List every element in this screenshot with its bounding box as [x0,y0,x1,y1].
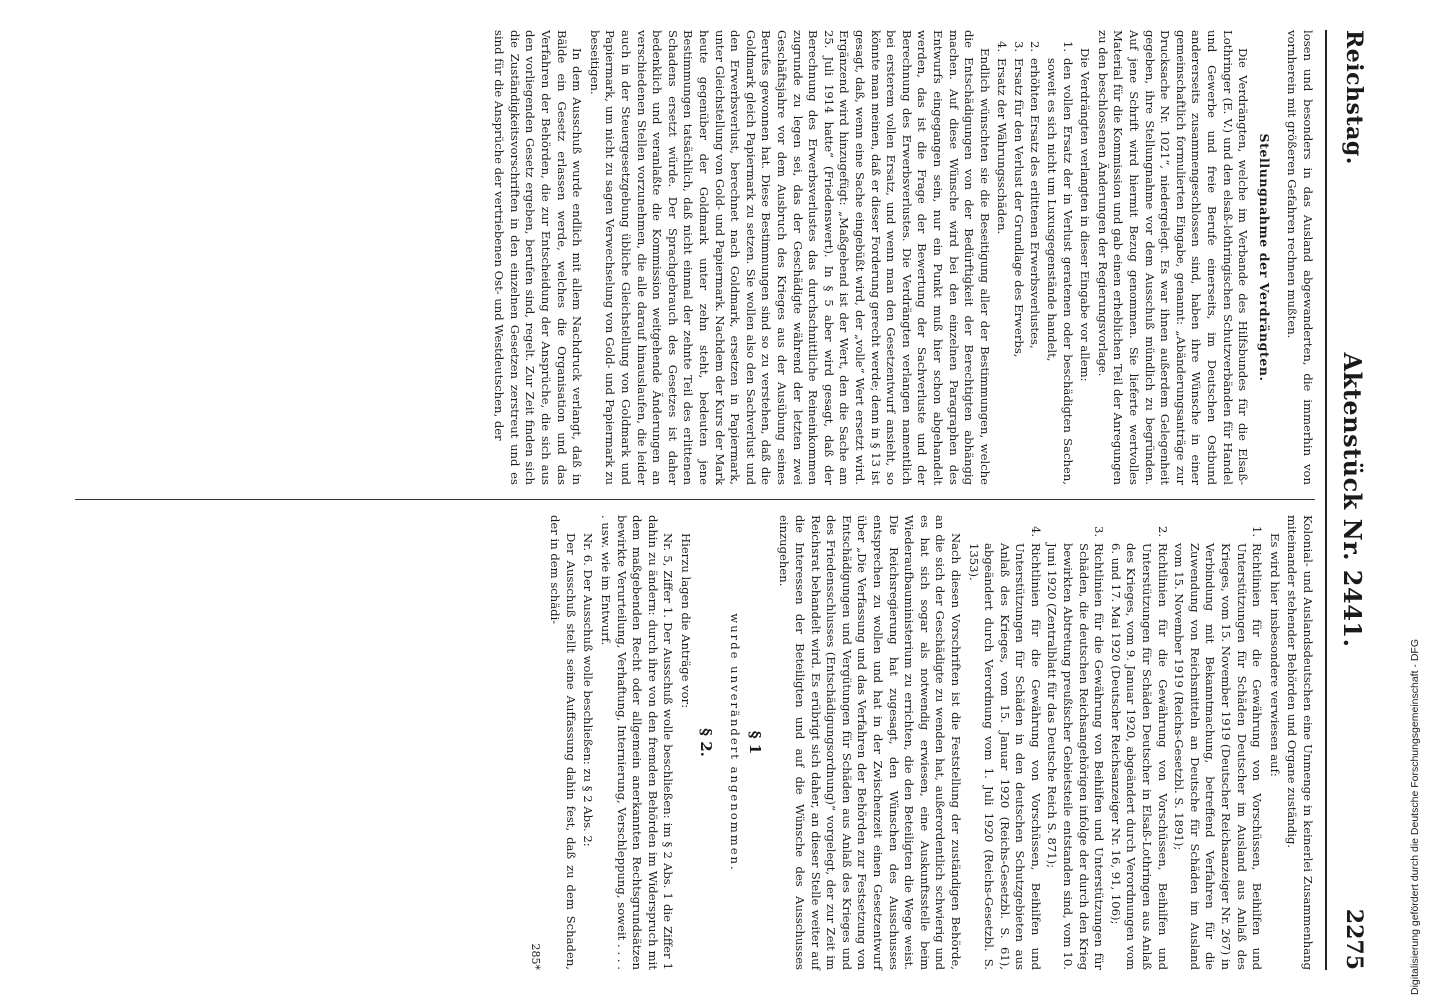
document-page [45,30,1385,970]
column-divider [75,499,1315,500]
digitization-note [1404,0,1434,1000]
left-intro: losen und besonders in das Ausland abgewanderten, die immerhin von vornherein mit größeren Gefahren rechnen mußten. [1285,30,1315,485]
motion-nr5: Nr. 5, Ziffer 1. Der Ausschuß wolle beschließen: im § 2 Abs. 1 die Ziffer 1 dahin zu ändern: durch ihre von den fremden Behörden im Widerspruch mit dem maßgebenden Recht oder allgemein anerkannten Rechtsgrundsätzen bewirkte Verurteilung, Verhaftung, Internierung, Verschleppung, soweit . . . . . usw. wie im Entwurf. [599,515,676,970]
demands-list [994,30,1075,485]
page-header [1325,30,1367,970]
paragraph: Nach diesen Vorschriften ist die Feststellung der zuständigen Behörde, an die sich der Geschädigte zu wenden hat, außerordentlich schwierig und es hat sich sogar als notwendig erwiesen, eine Auskunftsstelle beim Wiederaufbauministerium zu errichten, die den Beteiligten die Wege weist. Die Reichsregierung hat zugesagt, den Wünschen des Ausschusses entsprechen zu wollen und hat in der Zwischenzeit einen Gesetzentwurf über „Die Verfassung und das Verfahren der Behörden zur Festsetzung von Entschädigungen und Vergütungen für Schäden aus Anlaß des Krieges und des Friedensschlusses (Entschädigungsordnung)“ vorgelegt, der zur Zeit im Reichsrat behandelt wird. Es erübrigt sich daher, an dieser Stelle weiter auf die Interessen der Beteiligten und auf die Wünsche des Ausschusses einzugehen. [777,515,963,970]
header-title: Aktenstück Nr. 2441. [1338,352,1367,648]
paragraph: In dem Ausschuß wurde endlich mit allem Nachdruck verlangt, daß in Bälde ein Gesetz erlassen werde, welches die Organisation und das Verfahren der Behörden, die zur Entscheidung der Ansprüche, die sich aus den vorliegenden Gesetz ergeben, berufen sind, regelt. Zur Zeit finden sich die Zuständigkeitsvorschriften in den einzelnen Gesetzen zerstreut und es sind für die Ansprüche der vertriebenen Ost- und Westdeutschen, der [492,30,585,485]
signature-mark: 285* [528,943,542,970]
paragraph: Die Verdrängten verlangten in dieser Eingabe vor allem: [1078,48,1093,382]
paragraph: Die Verdrängten, welche im Verbande des Hilfsbundes für die Elsaß-Lothringer (E. V.) und den elsaß-lothringischen Schutzverbänden für Handel und Gewerbe und freie Berufe einerseits, im Deutschen Ostbund andererseits zusammengeschlossen sind, haben ihre Wünsche in einer gemeinschaftlich formulierten Eingabe, genannt: „Abänderungsanträge zur Drucksache Nr. 1021“, niedergelegt. Es war ihnen außerdem Gelegenheit gegeben, ihre Stellungnahme vor dem Ausschuß mündlich zu begründen. Auf jene Schrift wird hiermit Bezug genommen. Sie lieferte wertvolles Material für die Kommission und gab einen erheblichen Teil der Anregungen zu den beschlossenen Änderungen der Regierungsvorlage. [1095,30,1251,485]
paragraph: Der Ausschuß stellt seine Auffassung dahin fest, daß zu dem Schaden, der in dem schädi- [548,515,578,970]
page-number: 2275 [1341,908,1367,970]
dfg-note-text: Digitalisierung gefördert durch die Deutsche Forschungsgemeinschaft - DFG [1409,638,1421,995]
header-left: Reichstag. [1341,30,1367,165]
list-item: 2. Richtlinien für die Gewährung von Vorschüssen, Beihilfen und Unterstützungen für Schäden Deutscher in Elsaß-Lothringen aus Anlaß des Krieges, vom 9. Januar 1920, abgeändert durch Verordnungen vom 6. und 17. Mai 1920 (Deutscher Reichsanzeiger Nr. 16, 91, 106); [1108,525,1170,970]
left-column [489,30,1315,485]
section-title: Stellungnahme der Verdrängten. [1256,133,1272,382]
right-column [527,515,1315,970]
motion-nr6: Nr. 6. Der Ausschuß wolle beschließen: zu § 2 Abs. 2: [581,533,596,847]
list-item: 4. Ersatz der Währungsschäden. [995,40,1010,235]
list-item: 4. Richtlinien für die Gewährung von Vorschüssen, Beihilfen und Unterstützungen für Schäden in den deutschen Schutzgebieten aus Anlaß des Krieges, vom 15. Januar 1920 (Reichs-Gesetzbl. S. 61), abgeändert durch Verordnung vom 1. Juli 1920 (Reichs-Gesetzbl. S. 1353). [966,525,1043,970]
list-item: 3. Richtlinien für die Gewährung von Beihilfen und Unterstützungen für Schäden, die deutschen Reichsangehörigen infolge der durch den Krieg bewirkten Abtretung preußischer Gebietsteile entstanden sind, vom 10. Juni 1920 (Zentralblatt für das Deutsche Reich S. 871); [1045,525,1107,970]
paragraph-heading: § 1 [745,730,764,755]
paragraph: Es wird hier insbesondere verwiesen auf: [1267,533,1282,777]
references-list [965,515,1264,970]
paragraph-heading: § 2. [696,728,715,757]
paragraph: Endlich wünschten sie die Beseitigung aller der Bestimmungen, welche die Entschädigungen von der Bedürftigkeit der Berechtigten abhängig machen. Auf diese Wünsche wird bei den einzelnen Paragraphen des Entwurfs eingegangen sein, nur ein Punkt muß hier schon abgehandelt werden, das ist die Frage der Bewertung der Sachverluste und der Berechnung des Erwerbsverlustes. Die Verdrängten verlangen namentlich bei ersterem vollen Ersatz, und wenn man den Gesetzentwurf ansieht, so könnte man meinen, daß er dieser Forderung gerecht werde; denn in § 13 ist gesagt, daß, wenn eine Sache eingebüßt wird, der „volle“ Wert ersetzt wird. Ergänzend wird hinzugefügt: „Maßgebend ist der Wert, den die Sache am 25. Juli 1914 hatte“ (Friedenswert). In § 5 aber wird gesagt, daß der Berechnung des Erwerbsverlustes das durchschnittliche Reineinkommen zugrunde zu legen sei, das der Geschädigte während der letzten zwei Geschäftsjahre vor dem Ausbruch des Krieges aus der Ausübung seines Berufes gewonnen hat. Diese Bestimmungen sind so zu verstehen, daß die Goldmark gleich Papiermark zu setzen. Sie wollen also den Sachverlust und den Erwerbsverlust, berechnet nach Goldmark, ersetzen in Papiermark, unter Gleichstellung von Gold- und Papiermark. Nachdem der Kurs der Mark heute gegenüber der Goldmark unter zehn steht, bedeuten jene Bestimmungen tatsächlich, daß nicht einmal der zehnte Teil des erlittenen Schadens ersetzt würde. Der Sprachgebrauch des Gesetzes ist daher bedenklich und veranlaßte die Kommission weitgehende Änderungen an verschiedenen Stellen vorzunehmen, die alle darauf hinauslaufen, die leider auch in der Steuergesetzgebung übliche Gleichstellung von Goldmark und Papiermark, um nicht zu sagen Verwechselung von Gold- und Papiermark zu beseitigen. [587,30,992,485]
paragraph-note: wurde unverändert angenommen. [728,613,743,872]
list-item: 1. den vollen Ersatz der in Verlust geratenen oder beschädigten Sachen, soweit es sich nicht um Luxusgegenstände handelt, [1045,40,1075,485]
right-intro: Kolonial- und Auslandsdeutschen eine Unmenge in keinerlei Zusammenhang miteinander stehender Behörden und Organe zuständig. [1285,515,1315,970]
paragraph: Hierzu lagen die Anträge vor: [679,533,694,709]
list-item: 2. erhöhten Ersatz des erlittenen Erwerbsverlustes, [1028,40,1043,349]
list-item: 3. Ersatz für den Verlust der Grundlage des Erwerbs, [1011,40,1026,358]
list-item: 1. Richtlinien für die Gewährung von Vorschüssen, Beihilfen und Unterstützungen für Schäden Deutscher im Ausland aus Anlaß des Krieges, vom 15. November 1919 (Deutscher Reichsanzeiger Nr. 267) in Verbindung mit Bekanntmachung, betreffend Verfahren für die Zuwendung von Reichsmitteln an Deutsche für Schäden im Ausland vom 15. November 1919 (Reichs-Gesetzbl. S. 1891); [1172,525,1265,970]
